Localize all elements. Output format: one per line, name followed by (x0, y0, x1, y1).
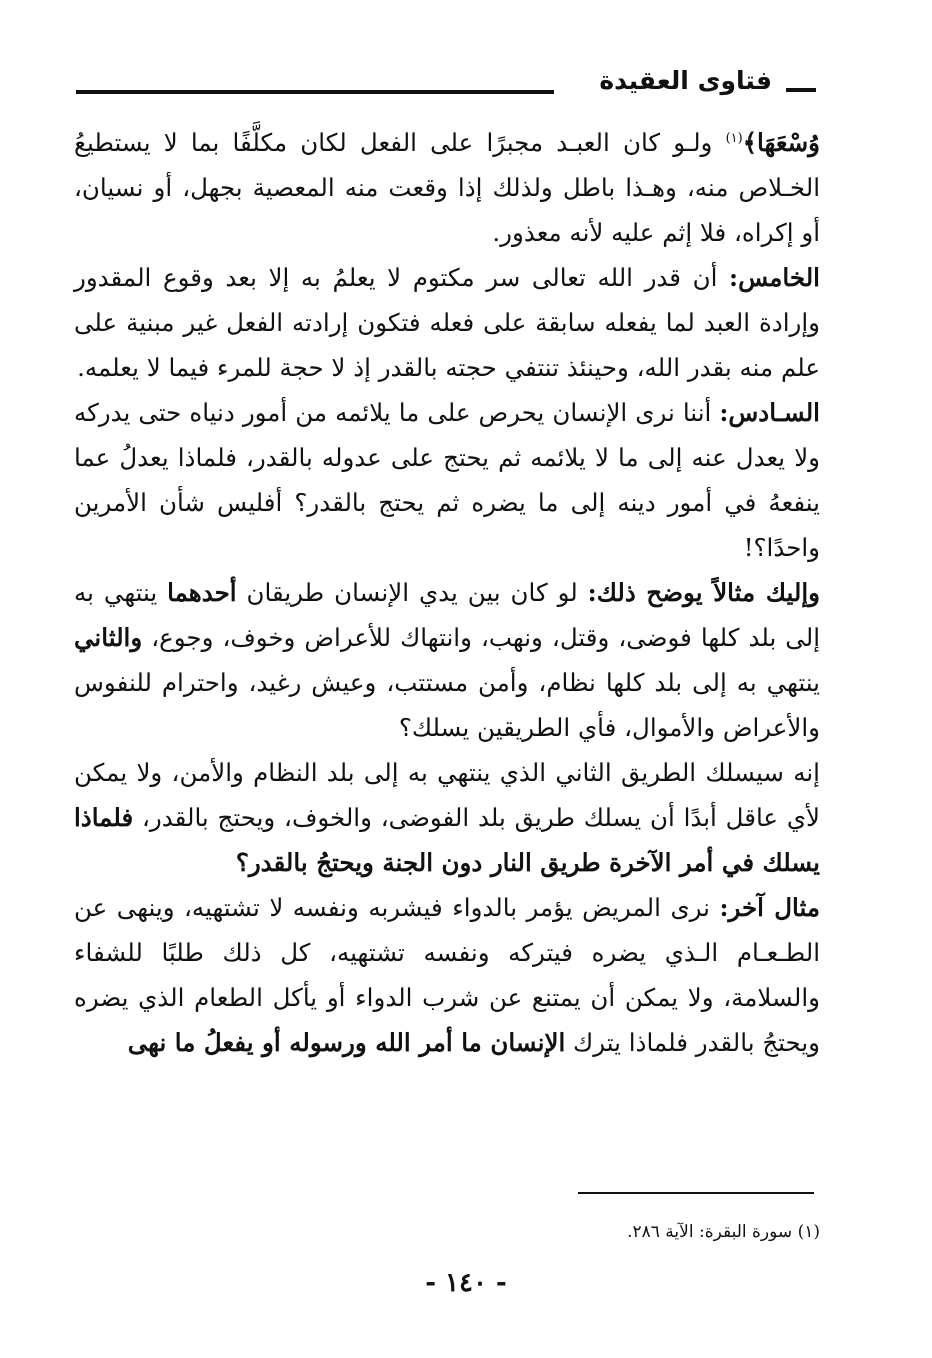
paragraph-lead: مثال آخر: (719, 893, 821, 922)
footnote: (١) سورة البقرة: الآية ٢٨٦. (627, 1222, 820, 1242)
paragraph-fifth (74, 255, 820, 390)
paragraph-1 (74, 120, 820, 255)
bold-phrase: الإنسان ما أمر الله ورسوله أو يفعلُ ما نهى (127, 1028, 566, 1057)
footnote-rule (578, 1192, 814, 1194)
footnote-ref: (١) (725, 130, 743, 146)
paragraph-text: ينتهي به إلى بلد كلها فوضى، وقتل، ونهب، وانتهاك للأعراض وخوف، وجوع، (74, 578, 820, 652)
paragraph-another-example (74, 885, 820, 1065)
paragraph-lead: الخامس: (729, 263, 820, 292)
paragraph-text: أن قدر الله تعالى سر مكتوم لا يعلمُ به إلا بعد وقوع المقدور وإرادة العبد لما يفعله سابقة على فعله فتكون إرادته الفعل غير مبنية على علم منه بقدر الله، وحينئذ تنتفي حجته بالقدر إذ لا حجة للمرء فيما لا يعلمه. (74, 263, 820, 382)
quran-verse-end: وُسْعَهَا﴾ (742, 128, 820, 157)
bold-term: والثاني (74, 623, 143, 652)
paragraph-text: لو كان بين يدي الإنسان طريقان (236, 578, 588, 607)
paragraph-lead: السـادس: (719, 398, 820, 427)
paragraph-text: إنه سيسلك الطريق الثاني الذي ينتهي به إلى بلد النظام والأمن، ولا يمكن لأي عاقل أبدًا أن يسلك طريق بلد الفوضى، والخوف، ويحتج بالقدر، (74, 758, 820, 832)
bold-question: فلماذا يسلك في أمر الآخرة طريق النار دون الجنة ويحتجُ بالقدر؟ (74, 803, 820, 877)
paragraph-answer (74, 750, 820, 885)
paragraph-text: ولـو كان العبـد مجبرًا على الفعل لكان مكلَّفًا بما لا يستطيعُ الخـلاص منه، وهـذا باطل ولذلك إذا وقعت منه المعصية بجهل، أو نسيان، أو إكراه، فلا إثم عليه لأنه معذور. (74, 128, 820, 247)
paragraph-sixth (74, 390, 820, 570)
body-text (74, 120, 820, 1065)
header-rule (76, 90, 554, 94)
paragraph-text: نرى المريض يؤمر بالدواء فيشربه ونفسه لا تشتهيه، وينهى عن الطـعـام الـذي يضره فيتركه ونفسه تشتهيه، كل ذلك طلبًا للشفاء والسلامة، ولا يمكن أن يمتنع عن شرب الدواء أو يأكل الطعام الذي يضره ويحتجُ بالقدر فلماذا يترك (74, 893, 820, 1057)
page-number: - ١٤٠ - (425, 1268, 507, 1298)
paragraph-example (74, 570, 820, 750)
paragraph-text: ينتهي به إلى بلد كلها نظام، وأمن مستتب، وعيش رغيد، واحترام للنفوس والأعراض والأموال، فأي الطريقين يسلك؟ (74, 668, 820, 742)
paragraph-lead: وإليك مثالاً يوضح ذلك: (587, 578, 820, 607)
running-header (76, 62, 816, 102)
header-title: فتاوى العقيدة (599, 66, 772, 95)
paragraph-text: أننا نرى الإنسان يحرص على ما يلائمه من أمور دنياه حتى يدركه ولا يعدل عنه إلى ما لا يلائمه ثم يحتج على عدوله بالقدر، فلماذا يعدلُ عما ينفعهُ في أمور دينه إلى ما يضره ثم يحتج بالقدر؟ أفليس شأن الأمرين واحدًا؟! (74, 398, 820, 562)
header-rule-short (786, 88, 816, 92)
bold-term: أحدهما (167, 578, 237, 607)
